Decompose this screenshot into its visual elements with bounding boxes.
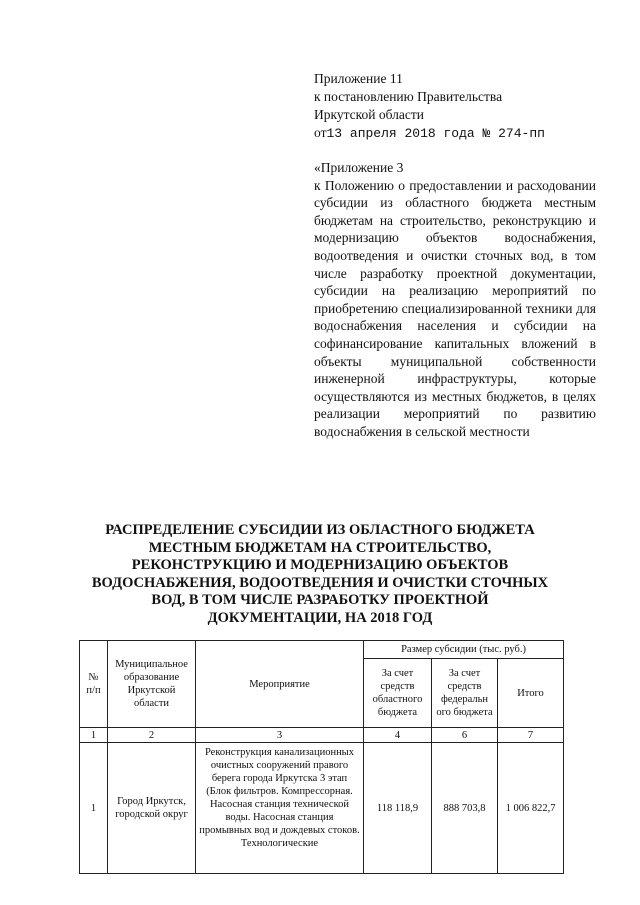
row-num: 1	[80, 743, 108, 874]
header-subsidy-group: Размер субсидии (тыс. руб.)	[364, 641, 564, 659]
column-number: 4	[364, 728, 432, 743]
table-row	[80, 743, 564, 874]
row-municipality: Город Иркутск, городской округ	[108, 743, 196, 874]
title-line-1: РАСПРЕДЕЛЕНИЕ СУБСИДИИ ИЗ ОБЛАСТНОГО БЮДЖЕТА	[105, 522, 535, 538]
title-line-4: ВОДОСНАБЖЕНИЯ, ВОДООТВЕДЕНИЯ И ОЧИСТКИ СТОЧНЫХ	[91, 574, 549, 591]
appendix-date-prefix: от	[314, 125, 327, 140]
column-number: 1	[80, 728, 108, 743]
row-event: Реконструкция канализационных очистных сооружений правого берега города Иркутска 3 этап (Блок фильтров. Компрессорная. Насосная станция технической воды. Насосная станция промывных вод и дождевых стоков. Технологические	[196, 743, 364, 874]
title-line-2: МЕСТНЫМ БЮДЖЕТАМ НА СТРОИТЕЛЬСТВО,	[148, 539, 492, 556]
row-regional-amount: 118 118,9	[364, 743, 432, 874]
appendix-date-line	[314, 124, 594, 143]
regulation-text: к Положению о предоставлении и расходовании субсидии из областного бюджета местным бюджетам на строительство, реконструкцию и модернизацию объектов водоснабжения, водоотведения и очистки сточных вод, в том числе разработку проектной документации, субсидии на реализацию мероприятий по приобретению специализированной техники для водоснабжения населения и субсидии на софинансирование капитальных вложений в объекты муниципальной собственности инженерной инфраструктуры, которые осуществляются из местных бюджетов, в целях реализации мероприятий по развитию водоснабжения в сельской местности	[314, 177, 596, 439]
table-header-row	[80, 641, 564, 659]
regulation-intro: «Приложение 3	[314, 160, 404, 175]
header-municipality: Муниципальное образование Иркутской области	[108, 641, 196, 728]
subsidy-table	[79, 640, 564, 874]
column-number-row	[80, 728, 564, 743]
column-number: 2	[108, 728, 196, 743]
appendix-region: Иркутской области	[314, 107, 425, 122]
column-number: 7	[498, 728, 564, 743]
appendix-number: Приложение 11	[314, 71, 403, 86]
row-federal-amount: 888 703,8	[432, 743, 498, 874]
row-total-amount: 1 006 822,7	[498, 743, 564, 874]
column-number: 3	[196, 728, 364, 743]
header-total: Итого	[498, 659, 564, 728]
header-num: № п/п	[80, 641, 108, 728]
document-title	[70, 522, 570, 627]
header-federal: За счет средств федеральн ого бюджета	[432, 659, 498, 728]
header-event: Мероприятие	[196, 641, 364, 728]
header-regional: За счет средств областного бюджета	[364, 659, 432, 728]
appendix-decree-ref: к постановлению Правительства	[314, 89, 503, 104]
title-line-5: ВОД, В ТОМ ЧИСЛЕ РАЗРАБОТКУ ПРОЕКТНОЙ	[151, 592, 489, 608]
appendix-header	[314, 70, 594, 143]
column-number: 6	[432, 728, 498, 743]
regulation-reference	[314, 159, 596, 441]
title-line-6: ДОКУМЕНТАЦИИ, НА 2018 ГОД	[207, 609, 433, 626]
title-line-3: РЕКОНСТРУКЦИЮ И МОДЕРНИЗАЦИЮ ОБЪЕКТОВ	[131, 557, 509, 573]
appendix-date: 13 апреля 2018 года № 274-пп	[326, 126, 545, 141]
